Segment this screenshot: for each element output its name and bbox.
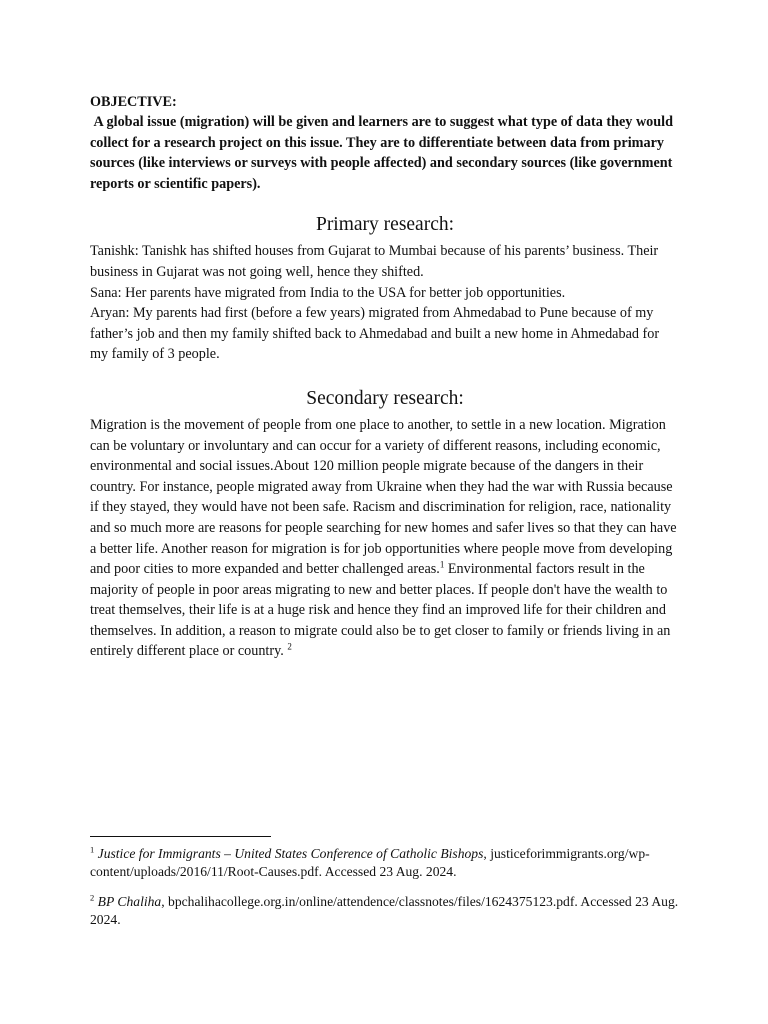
primary-research-heading: Primary research: (315, 214, 455, 236)
footnote-source-title: BP Chaliha (97, 894, 162, 909)
footnote-source-title: Justice for Immigrants – United States Conference of Catholic Bishops (97, 846, 484, 861)
secondary-text-part-2: Environmental factors result in the majority of people in poor areas migrating to new and better places. If people don't have the wealth to treat themselves, their life is at a huge risk and hence they find an improved life for their children and themselves. In addition, a reason to migrate could also be to get closer to family or friends living in an entirely different place or country. (90, 561, 671, 660)
footnote-separator (90, 836, 271, 837)
footnotes (90, 845, 690, 929)
objective-text: A global issue (migration) will be given and learners are to suggest what type of data they would collect for a research project on this issue. They are to differentiate between data from primary sources (like interviews or surveys with people affected) and secondary sources (like government reports or scientific papers). (90, 114, 677, 192)
secondary-text-part-1: Migration is the movement of people from one place to another, to settle in a new location. Migration can be voluntary or involuntary and can occur for a variety of different reasons, including economic, environmental and social issues.About 120 million people migrate because of the dangers in their country. For instance, people migrated away from Ukraine when they had the war with Russia because if they stayed, they would have not been safe. Racism and discrimination for religion, race, nationality and so much more are reasons for people searching for new homes and safer lives so that they can have a better life. Another reason for migration is for job opportunities where people move from developing and poor cities to more expanded and better challenged areas. (90, 416, 677, 578)
primary-entry-sana: Sana: Her parents have migrated from India to the USA for better job opportunities. (90, 284, 566, 301)
footnote-2 (90, 893, 690, 929)
secondary-research-heading: Secondary research: (306, 387, 464, 409)
objective-label: OBJECTIVE: (90, 94, 177, 110)
footnote-number: 2 (90, 892, 95, 903)
primary-entry-tanishk: Tanishk: Tanishk has shifted houses from Gujarat to Mumbai because of his parents’ business. Their business in Gujarat was not going well, hence they shifted. (90, 243, 659, 280)
primary-entry-aryan: Aryan: My parents had first (before a few years) migrated from Ahmedabad to Pune because of my father’s job and then my family shifted back to Ahmedabad and built a new home in Ahmedabad for my family of 3 people. (90, 305, 660, 363)
footnote-ref-2[interactable]: 2 (287, 641, 292, 652)
secondary-research-text (90, 415, 680, 662)
footnote-source-detail: , bpchalihacollege.org.in/online/attendence/classnotes/files/1624375123.pdf. Accessed 23 Aug. 2024. (90, 894, 679, 927)
footnote-ref-1[interactable]: 1 (439, 559, 445, 570)
document-body (90, 92, 680, 662)
footnote-source-detail: , justiceforimmigrants.org/wp-content/uploads/2016/11/Root-Causes.pdf. Accessed 23 Aug. 2024. (90, 846, 650, 879)
footnote-number: 1 (90, 844, 95, 855)
footnote-1 (90, 845, 690, 881)
